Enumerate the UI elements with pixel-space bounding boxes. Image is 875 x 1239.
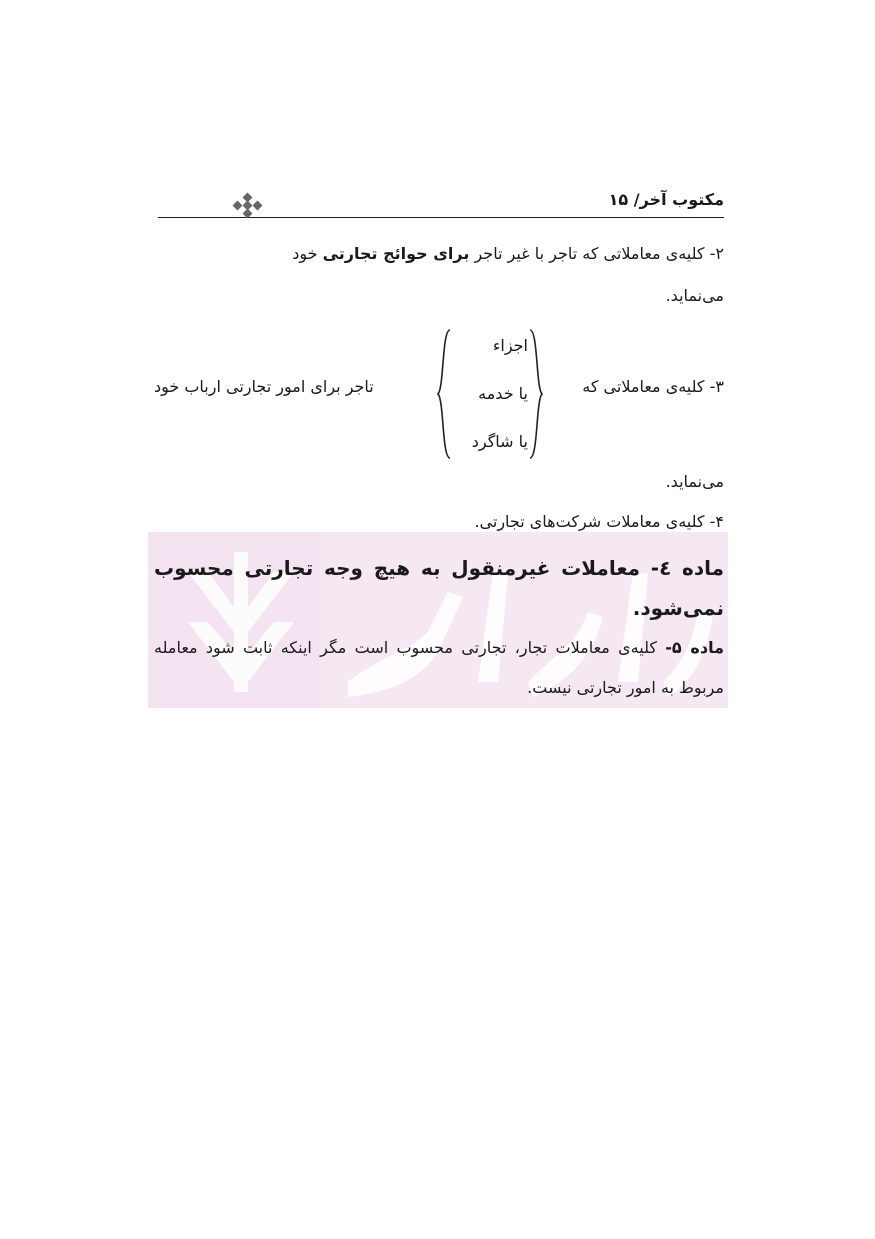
item-2-text-end: خود bbox=[292, 244, 318, 263]
ornament-icon bbox=[228, 192, 268, 220]
article-4: ماده ٤- معاملات غیرمنقول به هیچ وجه تجارتی محسوب نمی‌شود. bbox=[154, 556, 724, 620]
item-3 bbox=[154, 322, 724, 462]
article-5 bbox=[154, 628, 724, 708]
item-3-suffix: تاجر برای امور تجارتی ارباب خود bbox=[154, 377, 374, 396]
item-2 bbox=[154, 234, 724, 274]
option-ajza: اجزاء bbox=[492, 336, 528, 355]
item-2-text-start: ۲- کلیه‌ی معاملاتی که تاجر با غیر تاجر bbox=[474, 244, 724, 263]
item-2-continuation: می‌نماید. bbox=[665, 286, 724, 305]
item-2-emphasis: برای حوائج تجارتی bbox=[322, 244, 470, 263]
brace-left-icon bbox=[436, 328, 452, 460]
item-4: ۴- کلیه‌ی معاملات شرکت‌های تجارتی. bbox=[474, 512, 724, 531]
article-5-label: ماده ۵- bbox=[665, 638, 724, 657]
brace-right-icon bbox=[528, 328, 544, 460]
item-3-prefix: ۳- کلیه‌ی معاملاتی که bbox=[582, 377, 724, 396]
item-3-continuation: می‌نماید. bbox=[665, 472, 724, 491]
option-khadame: یا خدمه bbox=[478, 384, 528, 403]
running-header: مکتوب آخر/ ۱۵ bbox=[608, 190, 724, 209]
page-header bbox=[158, 190, 724, 220]
article-5-text: کلیه‌ی معاملات تجار، تجارتی محسوب است مگر اینکه ثابت شود معامله مربوط به امور تجارتی نیست. bbox=[154, 638, 724, 697]
option-shagerd: یا شاگرد bbox=[471, 432, 528, 451]
item-3-options bbox=[458, 322, 528, 466]
